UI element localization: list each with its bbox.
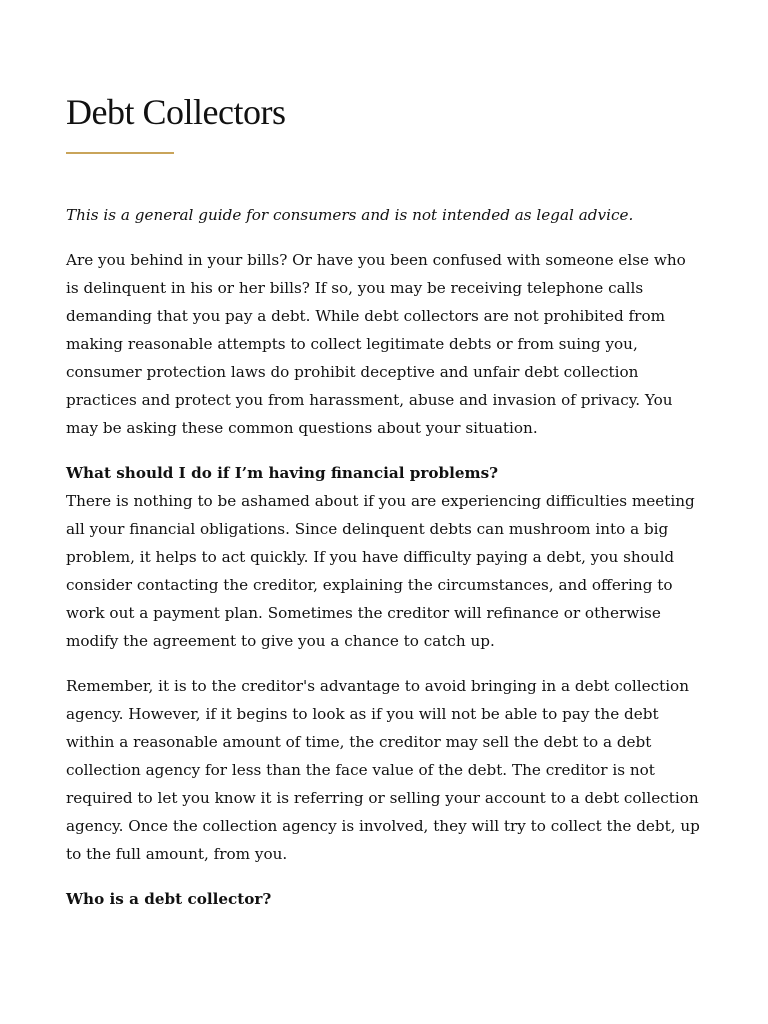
section-paragraph: There is nothing to be ashamed about if you are experiencing difficulties meeting all your financial obligations. Since delinquent debts can mushroom into a big problem, it helps to act quickly. If you have difficulty paying a debt, you should consider contacting the creditor, explaining the circumstances, and offering to work out a payment plan. Sometimes the creditor will refinance or otherwise modify the agreement to give you a chance to catch up.: [66, 492, 695, 650]
page-title: Debt Collectors: [66, 92, 286, 132]
section-heading-who-is-debt-collector: Who is a debt collector?: [66, 890, 272, 908]
title-underline-rule: [66, 152, 174, 154]
section-paragraph: Remember, it is to the creditor's advantage to avoid bringing in a debt collection agency. However, if it begins to look as if you will not be able to pay the debt within a reasonable amount of time, the creditor may sell the debt to a debt collection agency for less than the face value of the debt. The creditor is not required to let you know it is referring or selling your account to a debt collection agency. Once the collection agency is involved, they will try to collect the debt, up to the full amount, from you.: [66, 677, 700, 863]
section-heading-financial-problems: What should I do if I’m having financial problems?: [66, 464, 499, 482]
intro-paragraph: Are you behind in your bills? Or have you been confused with someone else who is delinquent in his or her bills? If so, you may be receiving telephone calls demanding that you pay a debt. While debt collectors are not prohibited from making reasonable attempts to collect legitimate debts or from suing you, consumer protection laws do prohibit deceptive and unfair debt collection practices and protect you from harassment, abuse and invasion of privacy. You may be asking these common questions about your situation.: [66, 251, 686, 437]
disclaimer-text: This is a general guide for consumers and is not intended as legal advice.: [66, 206, 634, 224]
